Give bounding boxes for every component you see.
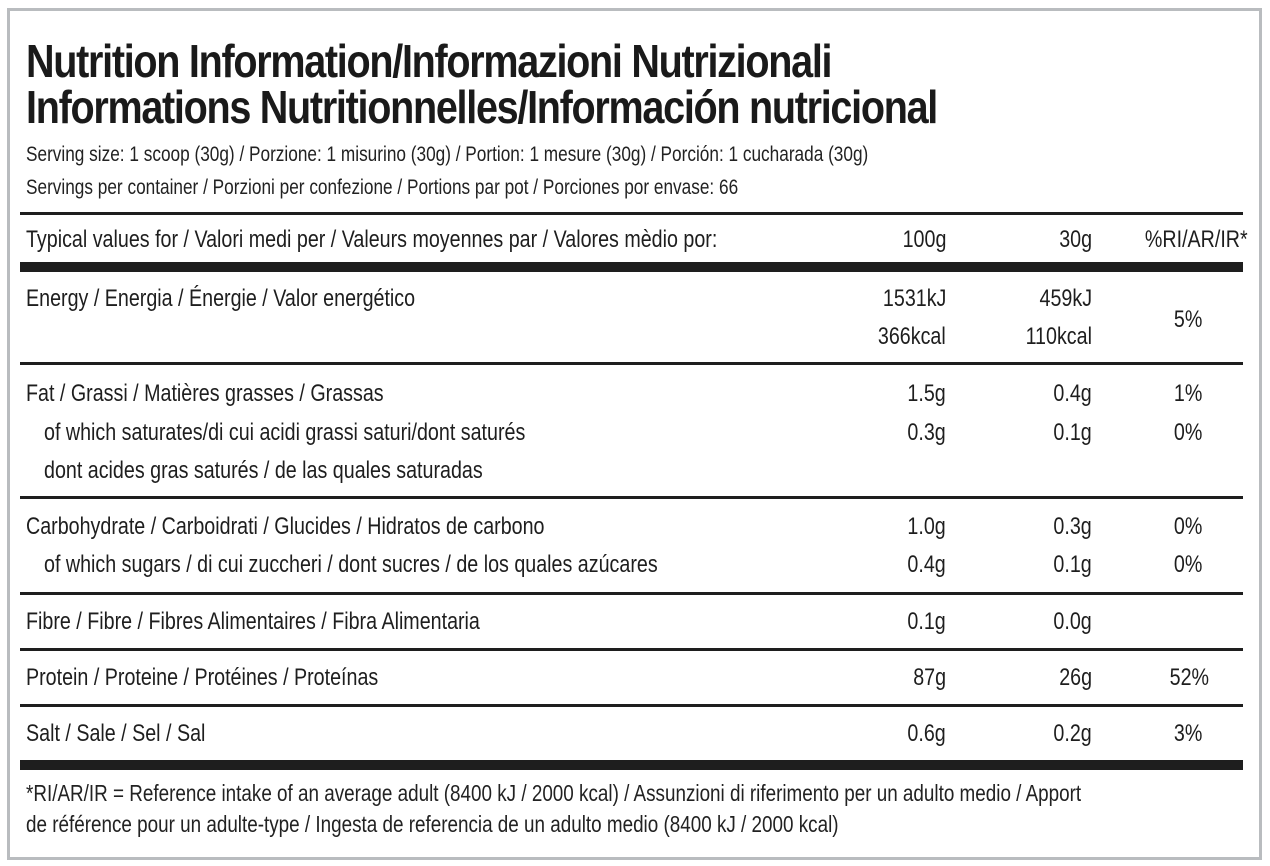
divider-bottom — [20, 760, 1243, 770]
salt-30g: 0.2g — [1053, 720, 1092, 747]
carbohydrate-ri: 0% — [1173, 513, 1203, 540]
carbohydrate-label: Carbohydrate / Carboidrati / Glucides / Hidratos de carbono — [26, 513, 545, 540]
sugars-30g: 0.1g — [1053, 551, 1092, 578]
fibre-label: Fibre / Fibre / Fibres Alimentaires / Fibra Alimentaria — [26, 608, 480, 635]
energy-ri: 5% — [1173, 306, 1203, 333]
energy-label: Energy / Energia / Énergie / Valor energético — [26, 285, 416, 312]
sugars-ri: 0% — [1173, 551, 1203, 578]
header-ri: %RI/AR/IR* — [1144, 226, 1248, 253]
energy-kcal-100g: 366kcal — [878, 323, 946, 350]
salt-label: Salt / Sale / Sel / Sal — [26, 720, 206, 747]
energy-kj-100g: 1531kJ — [882, 285, 946, 312]
fat-label: Fat / Grassi / Matières grasses / Grassas — [26, 380, 384, 407]
saturates-label-1: of which saturates/di cui acidi grassi saturi/dont saturés — [44, 419, 526, 446]
footnote-line-1: *RI/AR/IR = Reference intake of an average adult (8400 kJ / 2000 kcal) / Assunzioni di riferimento per un adulto medio / Apport — [26, 780, 1082, 806]
sugars-label: of which sugars / di cui zuccheri / dont sucres / de los quales azúcares — [44, 551, 658, 578]
title-line-1: Nutrition Information/Informazioni Nutrizionali — [26, 35, 832, 87]
saturates-label-2: dont acides gras saturés / de las quales saturadas — [44, 457, 483, 484]
divider-carbohydrate — [20, 592, 1243, 595]
protein-label: Protein / Proteine / Protéines / Proteínas — [26, 664, 379, 691]
serving-size: Serving size: 1 scoop (30g) / Porzione: 1 misurino (30g) / Portion: 1 mesure (30g) / Porción: 1 cucharada (30g) — [26, 143, 869, 166]
carbohydrate-30g: 0.3g — [1053, 513, 1092, 540]
carbohydrate-100g: 1.0g — [907, 513, 946, 540]
fibre-30g: 0.0g — [1053, 608, 1092, 635]
saturates-100g: 0.3g — [907, 419, 946, 446]
divider-fibre — [20, 648, 1243, 651]
header-100g: 100g — [902, 226, 946, 253]
fibre-100g: 0.1g — [907, 608, 946, 635]
protein-ri: 52% — [1169, 664, 1210, 691]
divider-energy — [20, 362, 1243, 365]
protein-100g: 87g — [913, 664, 946, 691]
footnote-line-2: de référence pour un adulte-type / Ingesta de referencia de un adulto medio (8400 kJ / 2000 kcal) — [26, 811, 839, 837]
divider-fat — [20, 496, 1243, 499]
servings-per-container: Servings per container / Porzioni per confezione / Portions par pot / Porciones por envase: 66 — [26, 176, 739, 199]
header-30g: 30g — [1059, 226, 1092, 253]
divider-top — [20, 212, 1243, 215]
sugars-100g: 0.4g — [907, 551, 946, 578]
protein-30g: 26g — [1059, 664, 1092, 691]
divider-header-bottom — [20, 262, 1243, 272]
energy-kj-30g: 459kJ — [1039, 285, 1092, 312]
fat-100g: 1.5g — [907, 380, 946, 407]
divider-protein — [20, 704, 1243, 707]
energy-kcal-30g: 110kcal — [1025, 323, 1092, 350]
saturates-ri: 0% — [1173, 419, 1203, 446]
salt-100g: 0.6g — [907, 720, 946, 747]
fat-30g: 0.4g — [1053, 380, 1092, 407]
fat-ri: 1% — [1173, 380, 1203, 407]
salt-ri: 3% — [1173, 720, 1203, 747]
saturates-30g: 0.1g — [1053, 419, 1092, 446]
header-label: Typical values for / Valori medi per / Valeurs moyennes par / Valores mèdio por: — [26, 226, 718, 253]
title-line-2: Informations Nutritionnelles/Información nutricional — [26, 81, 937, 133]
